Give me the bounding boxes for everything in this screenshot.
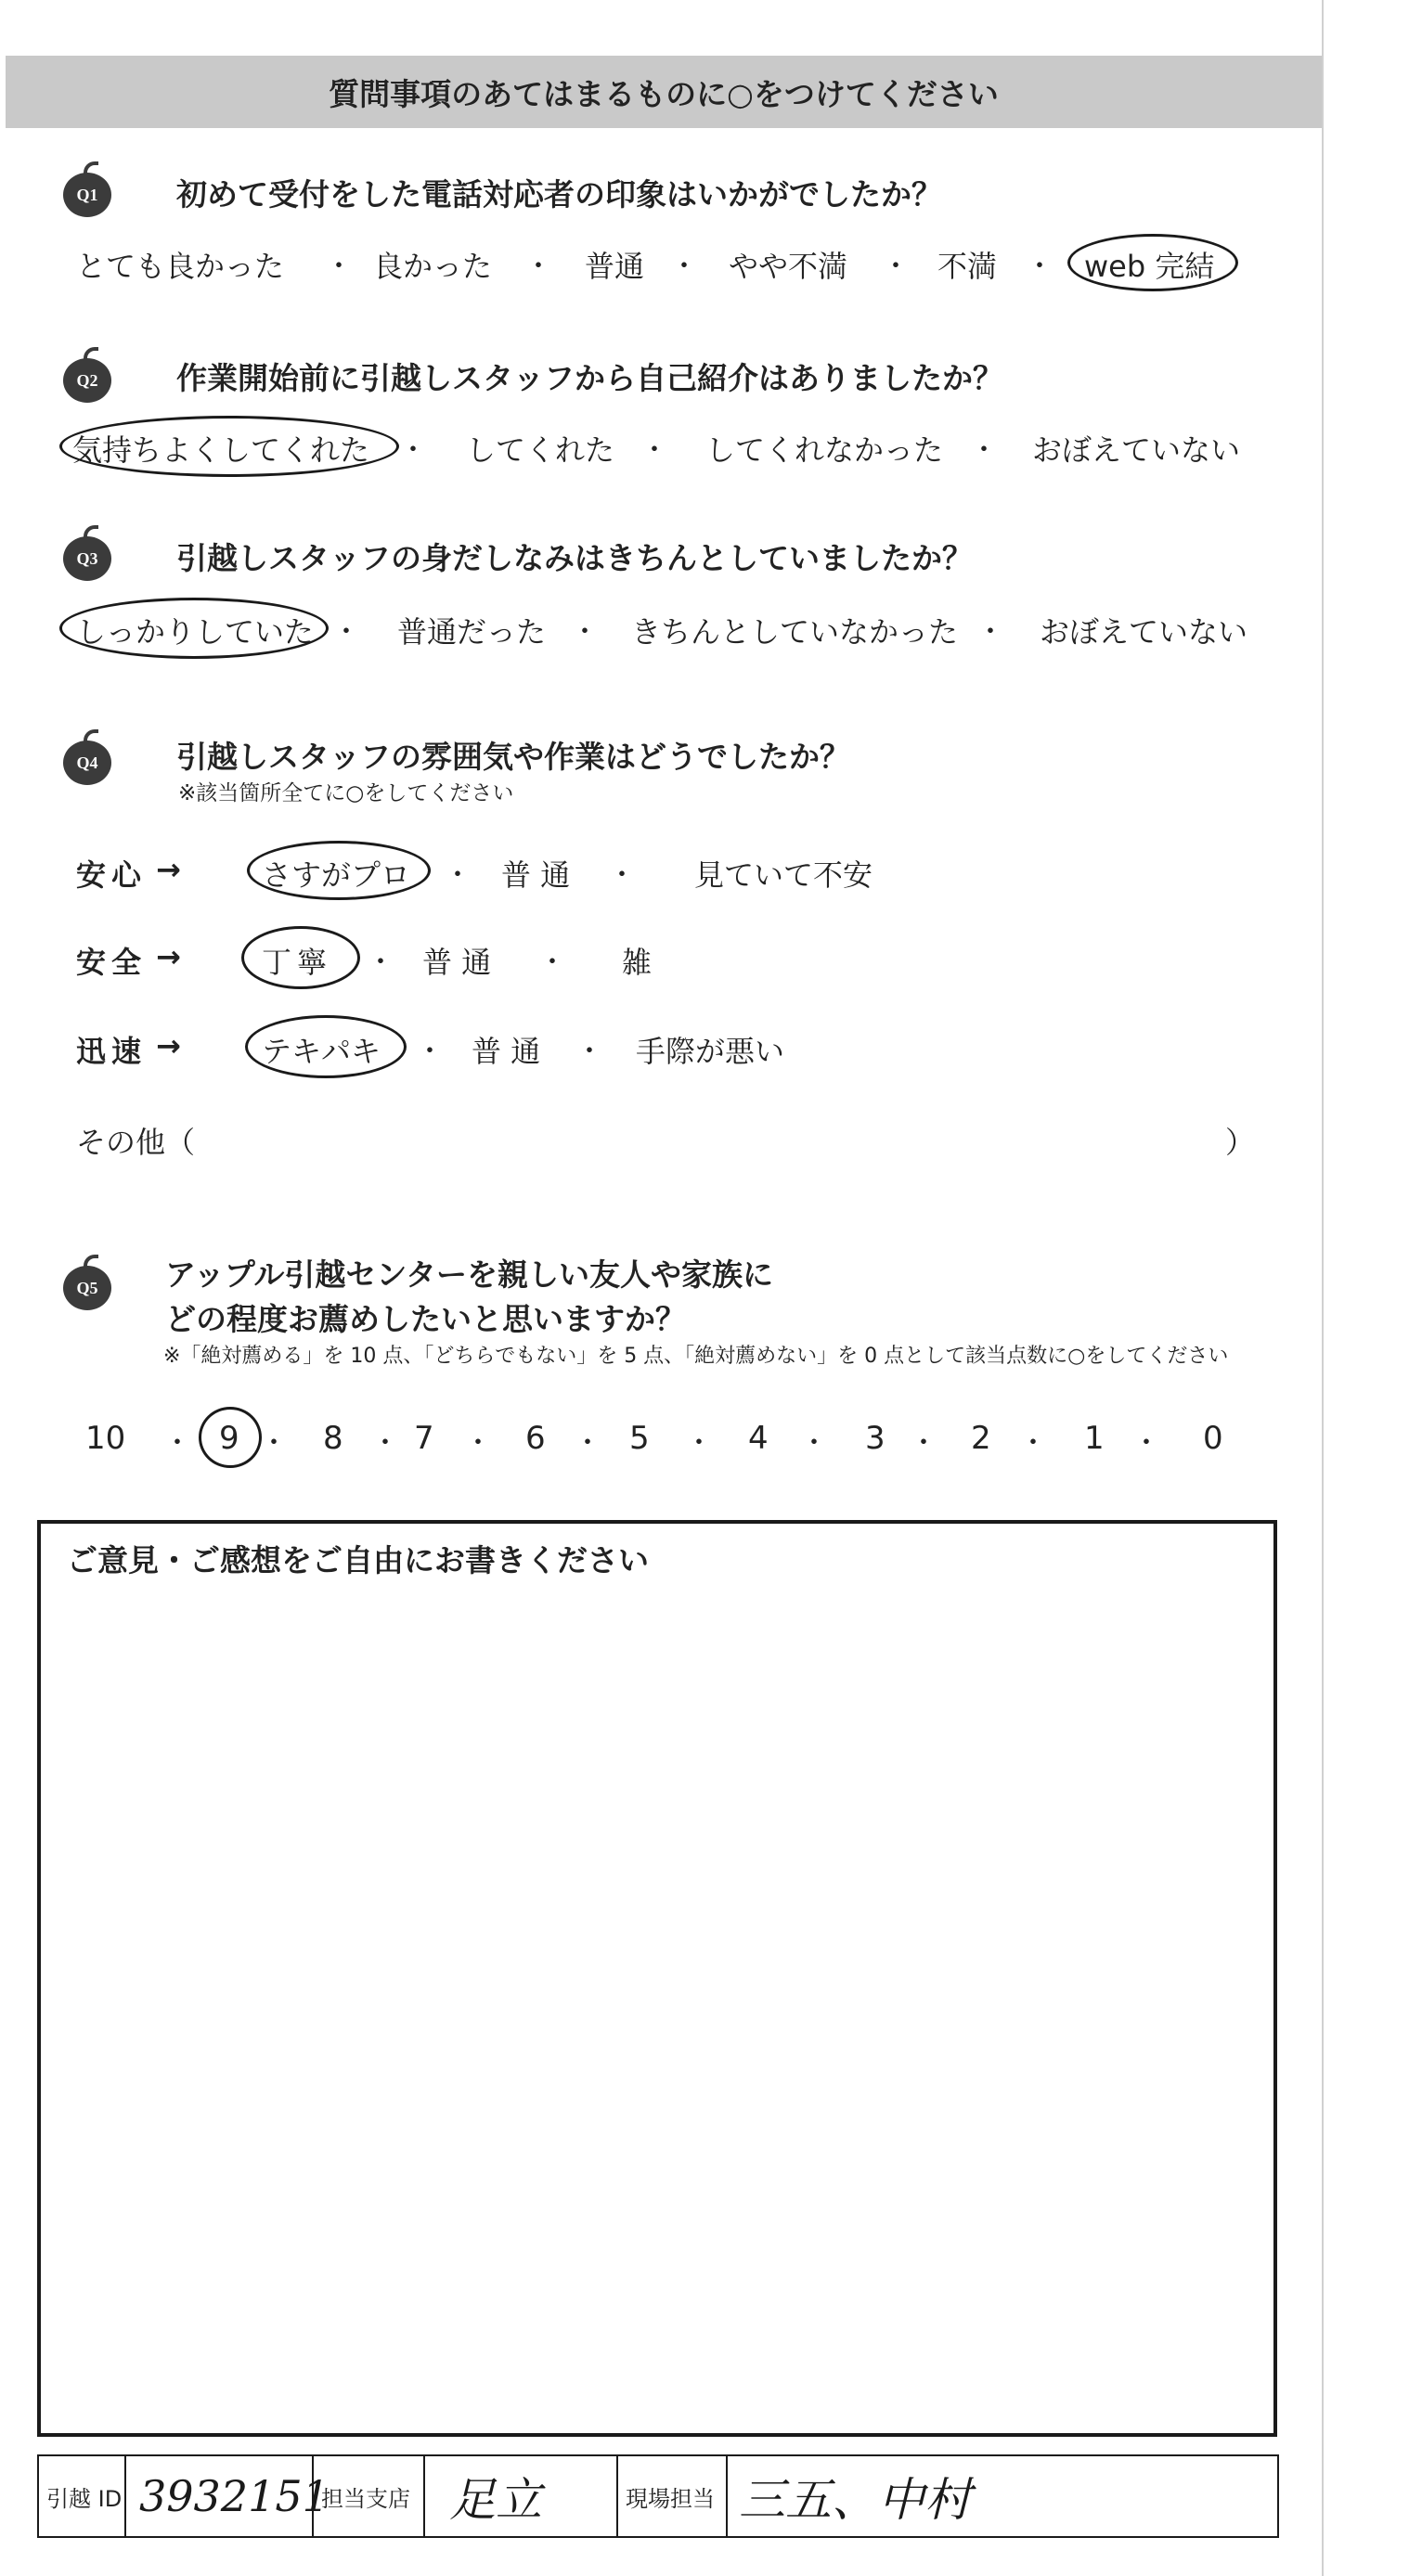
branch-label: 担当支店 xyxy=(321,2485,410,2512)
score-6[interactable]: 6 xyxy=(525,1420,546,1457)
footer-info-table xyxy=(37,2454,1279,2538)
q4-row2-option-rough[interactable]: 雑 xyxy=(622,945,653,980)
q4-other-close: ） xyxy=(1225,1125,1256,1160)
score-10[interactable]: 10 xyxy=(85,1420,126,1457)
separator-dot: ・ xyxy=(325,251,353,283)
q2-option-did-not[interactable]: してくれなかった xyxy=(705,432,944,468)
comment-title: ご意見・ご感想をご自由にお書きください xyxy=(67,1542,649,1578)
q4-row1-option-normal[interactable]: 普 通 xyxy=(501,857,571,893)
separator-dot: ・ xyxy=(416,1036,444,1068)
q1-option-somewhat-dissatisfied[interactable]: やや不満 xyxy=(729,249,848,284)
q1-question: 初めて受付をした電話対応者の印象はいかがでしたか？ xyxy=(176,176,942,213)
q3-option-normal[interactable]: 普通だった xyxy=(397,614,547,650)
q5-note: ※「絶対薦める」を 10 点、「どちらでもない」を 5 点、「絶対薦めない」を 0 点として該当点数に○をしてください xyxy=(163,1345,1229,1368)
q4-row1-option-uneasy[interactable]: 見ていて不安 xyxy=(694,857,873,893)
q2-option-kindly[interactable]: 気持ちよくしてくれた xyxy=(72,432,370,468)
q4-row3-option-efficient[interactable]: テキパキ xyxy=(262,1034,381,1069)
q4-row3-option-clumsy[interactable]: 手際が悪い xyxy=(636,1034,785,1069)
q4-row2-option-normal[interactable]: 普 通 xyxy=(422,945,492,980)
separator-dot: ・ xyxy=(371,1427,399,1460)
separator-dot: ・ xyxy=(260,1427,288,1460)
score-7[interactable]: 7 xyxy=(414,1420,434,1457)
separator-dot: ・ xyxy=(332,616,360,649)
separator-dot: ・ xyxy=(685,1427,713,1460)
score-8[interactable]: 8 xyxy=(323,1420,343,1457)
q2-option-dont-remember[interactable]: おぼえていない xyxy=(1032,432,1241,468)
q5-question-line2: どの程度お薦めしたいと思いますか？ xyxy=(165,1301,686,1337)
staff-label: 現場担当 xyxy=(626,2485,715,2512)
q2-badge-icon: Q2 xyxy=(61,351,113,403)
separator-dot: ・ xyxy=(1026,251,1054,283)
q3-question: 引越しスタッフの身だしなみはきちんとしていましたか？ xyxy=(176,540,973,576)
score-2[interactable]: 2 xyxy=(971,1420,991,1457)
separator-dot: ・ xyxy=(640,434,668,467)
q1-option-very-good[interactable]: とても良かった xyxy=(76,249,285,284)
q1-option-web-complete[interactable]: web 完結 xyxy=(1084,249,1215,284)
q4-row3-option-normal[interactable]: 普 通 xyxy=(472,1034,541,1069)
staff-value: 三五、中村 xyxy=(739,2473,971,2527)
q2-option-did[interactable]: してくれた xyxy=(466,432,615,468)
score-4[interactable]: 4 xyxy=(748,1420,769,1457)
separator-dot: ・ xyxy=(882,251,910,283)
q4-row-label-safety: 安全 xyxy=(76,945,148,980)
q1-option-dissatisfied[interactable]: 不満 xyxy=(937,249,998,284)
separator-dot: ・ xyxy=(1132,1427,1160,1460)
q2-question: 作業開始前に引越しスタッフから自己紹介はありましたか？ xyxy=(176,360,1003,396)
q1-badge-icon: Q1 xyxy=(61,165,113,217)
header-title: 質問事項のあてはまるものに○をつけてください xyxy=(329,75,999,112)
branch-value: 足立 xyxy=(449,2473,542,2527)
comment-box[interactable] xyxy=(37,1520,1277,2437)
q3-option-neat[interactable]: しっかりしていた xyxy=(76,614,315,650)
branch-label-cell xyxy=(314,2456,425,2536)
q4-row1-option-professional[interactable]: さすがプロ xyxy=(262,857,411,893)
separator-dot: ・ xyxy=(608,859,636,892)
q1-option-normal[interactable]: 普通 xyxy=(585,249,645,284)
score-0[interactable]: 0 xyxy=(1203,1420,1223,1457)
page-edge xyxy=(1322,0,1324,2576)
score-1[interactable]: 1 xyxy=(1084,1420,1105,1457)
separator-dot: ・ xyxy=(970,434,998,467)
q3-badge-icon: Q3 xyxy=(61,529,113,581)
separator-dot: ・ xyxy=(574,1427,601,1460)
separator-dot: ・ xyxy=(670,251,698,283)
separator-dot: ・ xyxy=(367,947,394,979)
score-5[interactable]: 5 xyxy=(629,1420,650,1457)
arrow-right-icon: → xyxy=(156,1028,181,1063)
q4-badge-icon: Q4 xyxy=(61,733,113,785)
separator-dot: ・ xyxy=(444,859,472,892)
separator-dot: ・ xyxy=(524,251,552,283)
q4-row2-option-careful[interactable]: 丁寧 xyxy=(262,945,333,980)
separator-dot: ・ xyxy=(163,1427,191,1460)
move-id-value-cell xyxy=(126,2456,330,2536)
move-id-label-cell xyxy=(39,2456,126,2536)
q5-question-line1: アップル引越センターを親しい友人や家族に xyxy=(165,1256,774,1293)
branch-value-cell xyxy=(425,2456,618,2536)
separator-dot: ・ xyxy=(399,434,427,467)
q4-row-label-reassurance: 安心 xyxy=(76,857,148,893)
score-3[interactable]: 3 xyxy=(865,1420,885,1457)
move-id-value: 3932151 xyxy=(139,2471,330,2521)
staff-label-cell xyxy=(618,2456,728,2536)
separator-dot: ・ xyxy=(800,1427,828,1460)
q1-option-good[interactable]: 良かった xyxy=(373,249,493,284)
separator-dot: ・ xyxy=(464,1427,492,1460)
separator-dot: ・ xyxy=(538,947,566,979)
separator-dot: ・ xyxy=(571,616,599,649)
q3-option-not-neat[interactable]: きちんとしていなかった xyxy=(631,614,959,650)
q4-other-label: その他（ xyxy=(76,1125,196,1160)
q5-badge-icon: Q5 xyxy=(61,1258,113,1310)
score-9[interactable]: 9 xyxy=(219,1420,239,1457)
separator-dot: ・ xyxy=(976,616,1004,649)
arrow-right-icon: → xyxy=(156,852,181,887)
separator-dot: ・ xyxy=(910,1427,937,1460)
q3-option-dont-remember[interactable]: おぼえていない xyxy=(1040,614,1248,650)
q4-row-label-speed: 迅速 xyxy=(76,1034,148,1069)
separator-dot: ・ xyxy=(1019,1427,1047,1460)
q4-question: 引越しスタッフの雰囲気や作業はどうでしたか？ xyxy=(176,739,850,775)
staff-value-cell xyxy=(728,2456,1277,2536)
move-id-label: 引越 ID xyxy=(46,2485,123,2512)
separator-dot: ・ xyxy=(575,1036,603,1068)
instructions-header xyxy=(6,56,1322,128)
q4-note: ※該当箇所全てに○をしてください xyxy=(178,781,514,805)
arrow-right-icon: → xyxy=(156,939,181,974)
